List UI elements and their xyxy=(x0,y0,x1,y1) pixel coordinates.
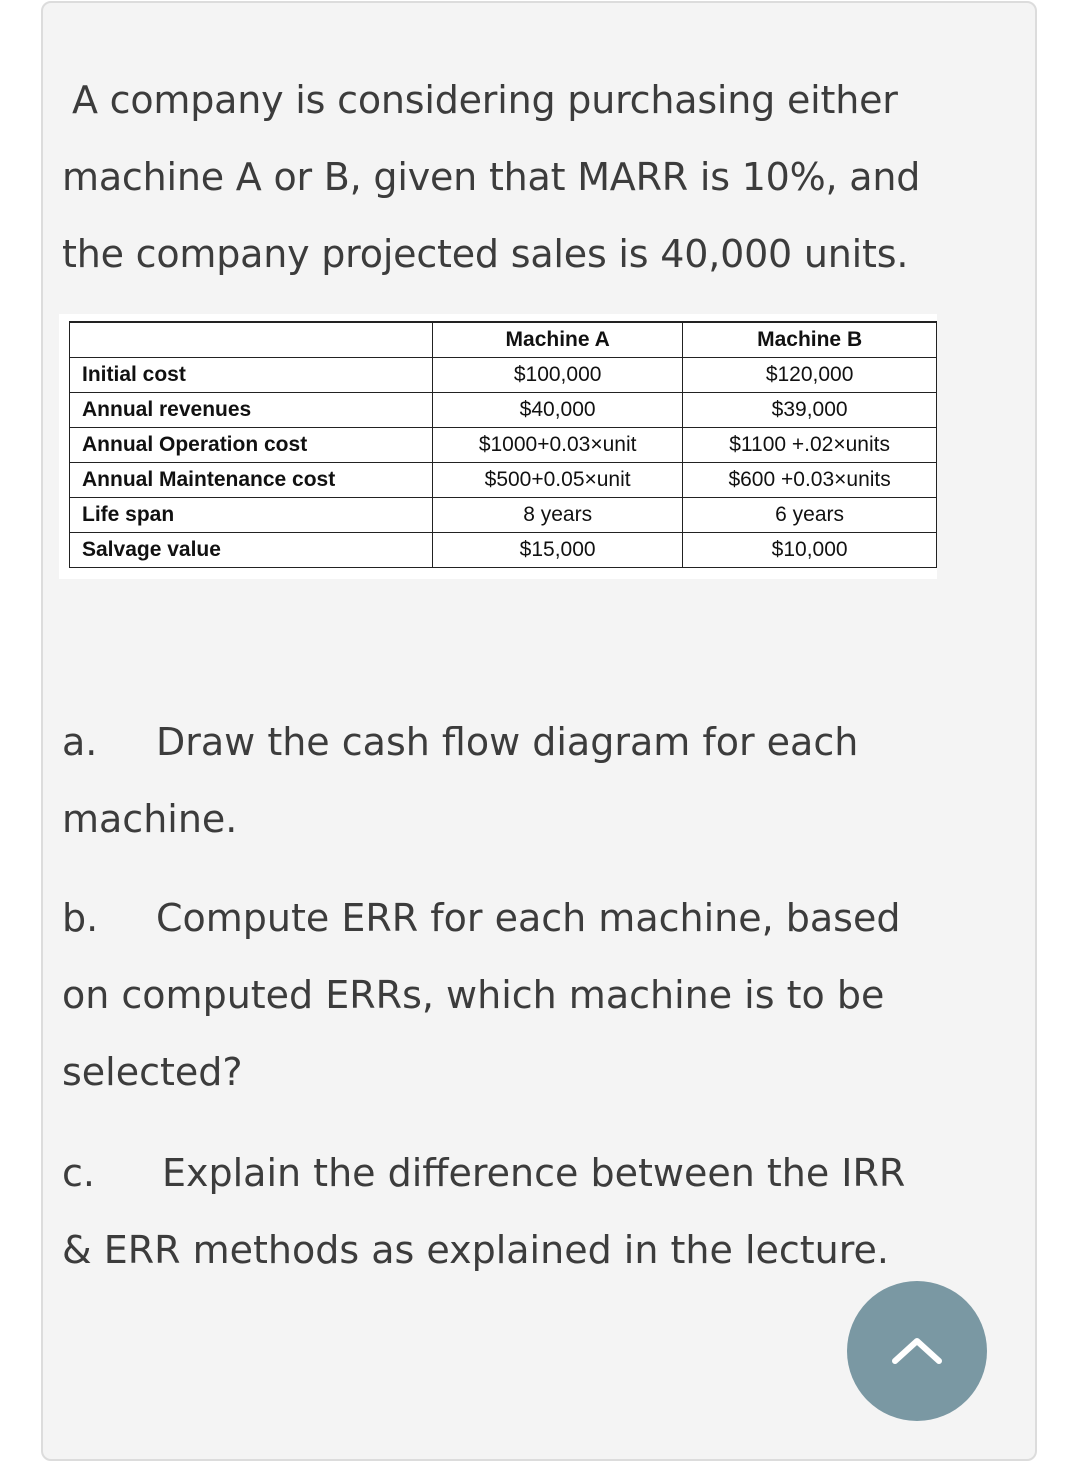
machine-comparison-table xyxy=(69,321,937,568)
scroll-to-top-button[interactable] xyxy=(847,1281,987,1421)
question-letter: c. xyxy=(62,1151,95,1195)
question-text: selected? xyxy=(62,1050,243,1094)
machine-a-value: $1000+0.03×unit xyxy=(433,428,683,463)
table-row xyxy=(70,463,937,498)
table-row xyxy=(70,358,937,393)
table-row xyxy=(70,428,937,463)
machine-b-value: 6 years xyxy=(683,498,937,533)
question-text: Compute ERR for each machine, based xyxy=(156,896,901,940)
problem-statement xyxy=(62,62,962,293)
table-header-row xyxy=(70,322,937,358)
table-row xyxy=(70,498,937,533)
question-letter: b. xyxy=(62,896,99,940)
question-letter: a. xyxy=(62,720,98,764)
question-c xyxy=(62,1135,962,1289)
chevron-up-icon xyxy=(887,1331,947,1371)
question-text: on computed ERRs, which machine is to be xyxy=(62,973,885,1017)
row-label: Annual Operation cost xyxy=(70,428,433,463)
question-b xyxy=(62,880,962,1111)
machine-b-value: $120,000 xyxy=(683,358,937,393)
problem-line: A company is considering purchasing either xyxy=(72,78,898,122)
row-label: Annual Maintenance cost xyxy=(70,463,433,498)
question-text: Explain the difference between the IRR xyxy=(162,1151,906,1195)
header-empty xyxy=(70,322,433,358)
machine-a-value: 8 years xyxy=(433,498,683,533)
question-text: Draw the cash flow diagram for each xyxy=(156,720,859,764)
question-text: machine. xyxy=(62,797,238,841)
machine-a-value: $100,000 xyxy=(433,358,683,393)
header-machine-a: Machine A xyxy=(433,322,683,358)
table-row xyxy=(70,533,937,568)
problem-line: machine A or B, given that MARR is 10%, and xyxy=(62,155,921,199)
machine-b-value: $600 +0.03×units xyxy=(683,463,937,498)
header-machine-b: Machine B xyxy=(683,322,937,358)
machine-comparison-table-image xyxy=(59,314,937,579)
question-a xyxy=(62,704,962,858)
machine-a-value: $15,000 xyxy=(433,533,683,568)
row-label: Annual revenues xyxy=(70,393,433,428)
machine-b-value: $1100 +.02×units xyxy=(683,428,937,463)
machine-a-value: $500+0.05×unit xyxy=(433,463,683,498)
row-label: Salvage value xyxy=(70,533,433,568)
table-row xyxy=(70,393,937,428)
question-text: & ERR methods as explained in the lecture. xyxy=(62,1228,890,1272)
row-label: Life span xyxy=(70,498,433,533)
machine-b-value: $10,000 xyxy=(683,533,937,568)
machine-b-value: $39,000 xyxy=(683,393,937,428)
row-label: Initial cost xyxy=(70,358,433,393)
problem-line: the company projected sales is 40,000 units. xyxy=(62,232,909,276)
machine-a-value: $40,000 xyxy=(433,393,683,428)
